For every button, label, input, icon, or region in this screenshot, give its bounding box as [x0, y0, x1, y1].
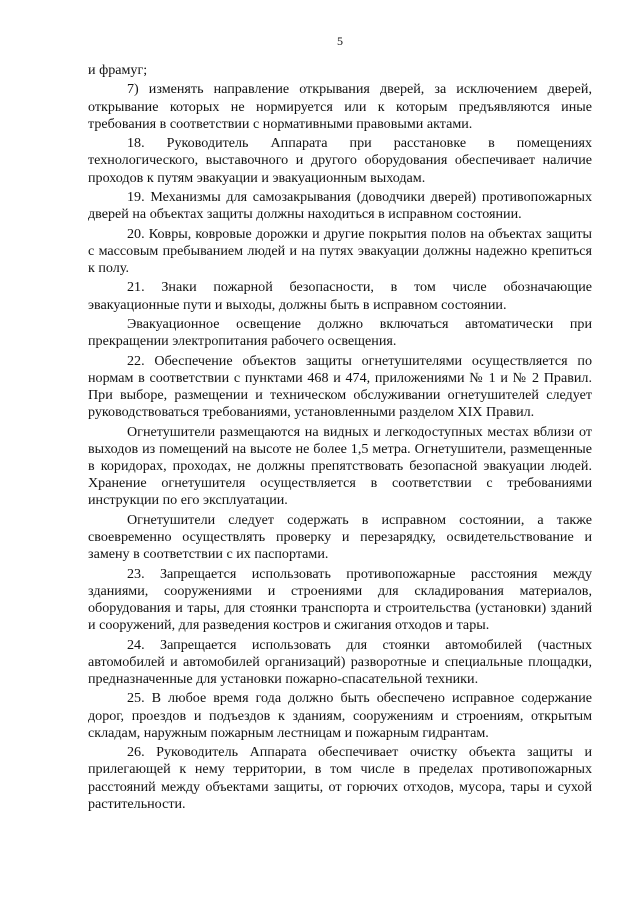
paragraph-20: 20. Ковры, ковровые дорожки и другие покрытия полов на объектах защиты с массовым пребыванием людей и на путях эвакуации должны надежно крепиться к полу. [88, 225, 592, 276]
paragraph-26: 26. Руководитель Аппарата обеспечивает очистку объекта защиты и прилегающей к нему территории, в том числе в пределах противопожарных расстояний между объектами защиты, от горючих отходов, мусора, тары и сухой растительности. [88, 744, 592, 812]
paragraph-24: 24. Запрещается использовать для стоянки автомобилей (частных автомобилей и автомобилей организаций) разворотные и специальные площадки, предназначенные для установки пожарно-спасательной техники. [88, 636, 592, 687]
paragraph-19: 19. Механизмы для самозакрывания (доводчики дверей) противопожарных дверей на объектах защиты должны находиться в исправном состоянии. [88, 188, 592, 223]
paragraph-item-7: 7) изменять направление открывания дверей, за исключением дверей, открывание которых не нормируется или к которым предъявляются иные требования в соответствии с нормативными правовыми актами. [88, 81, 592, 132]
paragraph-21-lighting: Эвакуационное освещение должно включаться автоматически при прекращении электропитания рабочего освещения. [88, 315, 592, 350]
paragraph-22: 22. Обеспечение объектов защиты огнетушителями осуществляется по нормам в соответствии с пунктами 468 и 474, приложениями № 1 и № 2 Правил. При выборе, размещении и техническом обслуживании огнетушителей следует руководствоваться требованиями, установленными разделом XIX Правил. [88, 352, 592, 421]
paragraph-continuation: и фрамуг; [88, 62, 148, 78]
paragraph-25: 25. В любое время года должно быть обеспечено исправное содержание дорог, проездов и подъездов к зданиям, сооружениям и строениям, открытым складам, наружным пожарным лестницам и пожарным гидрантам. [88, 690, 592, 741]
paragraph-23: 23. Запрещается использовать противопожарные расстояния между зданиями, сооружениями и строениями для складирования материалов, оборудования и тары, для стоянки транспорта и строительства (установки) зданий и сооружений, для разведения костров и сжигания отходов и тары. [88, 565, 592, 634]
document-body [88, 62, 592, 815]
paragraph-18: 18. Руководитель Аппарата при расстановке в помещениях технологического, выставочного и другого оборудования обеспечивает наличие проходов к путям эвакуации и эвакуационным выходам. [88, 135, 592, 186]
page-number: 5 [337, 34, 343, 48]
paragraph-22-placement: Огнетушители размещаются на видных и легкодоступных местах вблизи от выходов из помещений на высоте не более 1,5 метра. Огнетушители, размещенные в коридорах, проходах, не должны препятствовать безопасной эвакуации людей. Хранение огнетушителя осуществляется в соответствии с требованиями инструкции по его эксплуатации. [88, 423, 592, 509]
paragraph-22-maintenance: Огнетушители следует содержать в исправном состоянии, а также своевременно осуществлять проверку и перезарядку, освидетельствование и замену в соответствии с их паспортами. [88, 511, 592, 563]
paragraph-21: 21. Знаки пожарной безопасности, в том числе обозначающие эвакуационные пути и выходы, должны быть в исправном состоянии. [88, 279, 592, 313]
